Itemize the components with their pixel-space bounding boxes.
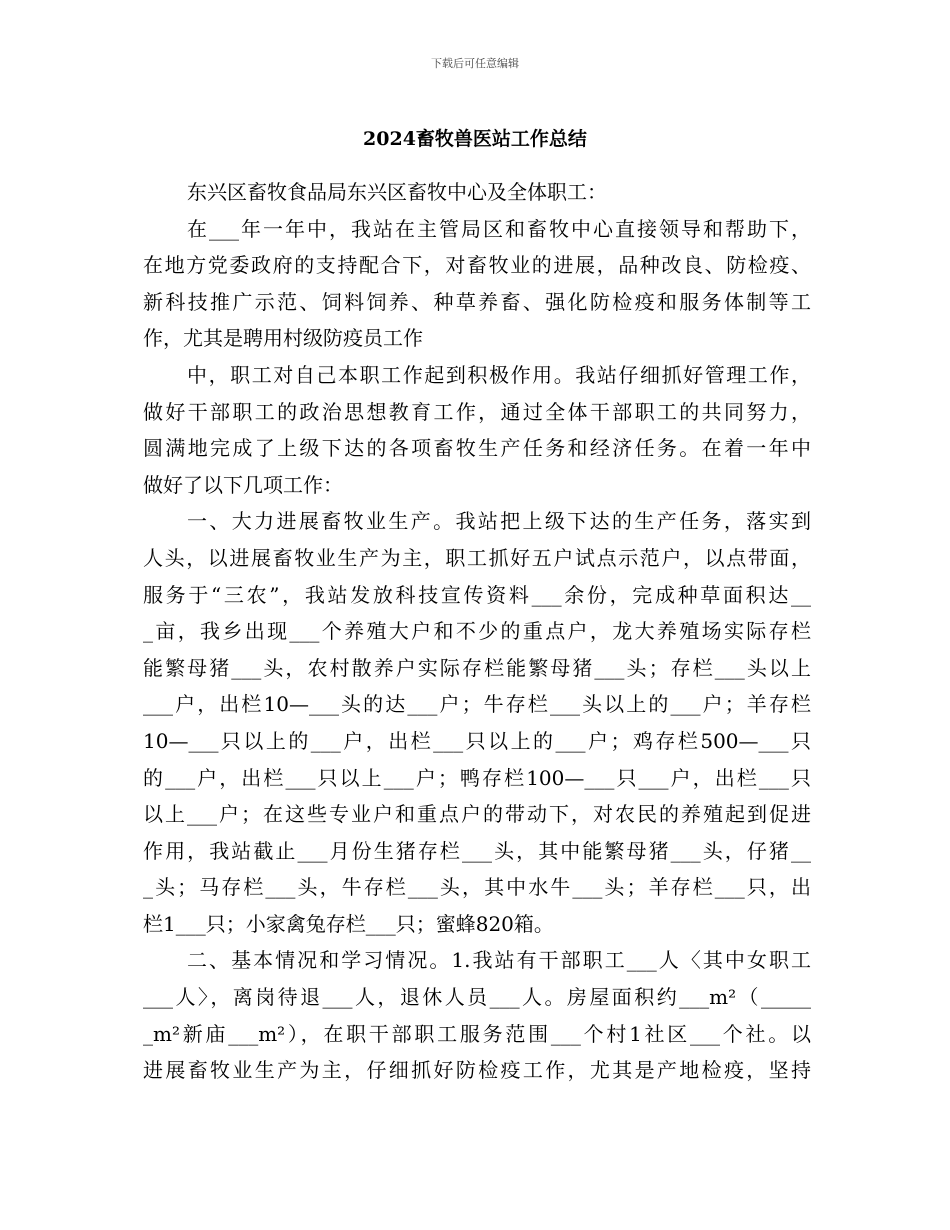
body-text-line: 作用，我站截止___月份生猪存栏___头，其中能繁母猪___头，仔猪__ (143, 838, 811, 863)
body-text-line: 东兴区畜牧食品局东兴区畜牧中心及全体职工： (187, 180, 607, 204)
body-text-line: 做好了以下几项工作： (143, 472, 343, 497)
body-text-line: 新科技推广示范、饲料饲养、种草养畜、强化防检疫和服务体制等工 (143, 289, 811, 314)
body-text-line: 作，尤其是聘用村级防疫员工作 (143, 326, 423, 351)
body-text-line: 一、大力进展畜牧业生产。我站把上级下达的生产任务，落实到 (187, 509, 811, 534)
body-text-line: 进展畜牧业生产为主，仔细抓好防检疫工作，尤其是产地检疫，坚持 (143, 1058, 811, 1083)
document-title: 2024畜牧兽医站工作总结 (363, 128, 587, 150)
page-header: 下载后可任意编辑 (431, 57, 519, 70)
body-text-line: 在___年一年中，我站在主管局区和畜牧中心直接领导和帮助下， (187, 216, 811, 241)
body-text-line: ___人〉，离岗待退___人，退休人员___人。房屋面积约___m²（_____ (143, 985, 811, 1010)
body-text-line: 服务于“三农”，我站发放科技宣传资料___余份，完成种草面积达__ (143, 582, 811, 607)
body-text-line: 栏1___只；小家禽兔存栏___只；蜜蜂820箱。 (143, 911, 554, 936)
document-body (143, 174, 811, 1089)
body-text-line: 中，职工对自己本职工作起到积极作用。我站仔细抓好管理工作， (187, 362, 811, 387)
body-text-line: ___户，出栏10—___头的达___户；牛存栏___头以上的___户；羊存栏 (143, 692, 811, 717)
body-text-line: 圆满地完成了上级下达的各项畜牧生产任务和经济任务。在着一年中 (143, 436, 811, 461)
body-text-line: _亩，我乡出现___个养殖大户和不少的重点户，龙大养殖场实际存栏 (143, 619, 811, 644)
body-text-line: _m²新庙___m²），在职干部职工服务范围___个村1社区___个社。以 (143, 1021, 811, 1046)
body-text-line: 在地方党委政府的支持配合下，对畜牧业的进展，品种改良、防检疫、 (143, 253, 811, 278)
body-text-line: _头；马存栏___头，牛存栏___头，其中水牛___头；羊存栏___只，出 (143, 875, 811, 900)
body-text-line: 的___户，出栏___只以上___户；鸭存栏100—___只___户，出栏___只 (143, 765, 811, 790)
body-text-line: 二、基本情况和学习情况。1.我站有干部职工___人〈其中女职工 (187, 948, 811, 973)
body-text-line: 人头，以进展畜牧业生产为主，职工抓好五户试点示范户，以点带面， (143, 545, 811, 570)
body-text-line: 10—___只以上的___户，出栏___只以上的___户；鸡存栏500—___只 (143, 728, 811, 753)
body-text-line: 以上___户；在这些专业户和重点户的带动下，对农民的养殖起到促进 (143, 802, 811, 827)
body-text-line: 能繁母猪___头，农村散养户实际存栏能繁母猪___头；存栏___头以上 (143, 655, 811, 680)
body-text-line: 做好干部职工的政治思想教育工作，通过全体干部职工的共同努力， (143, 399, 811, 424)
